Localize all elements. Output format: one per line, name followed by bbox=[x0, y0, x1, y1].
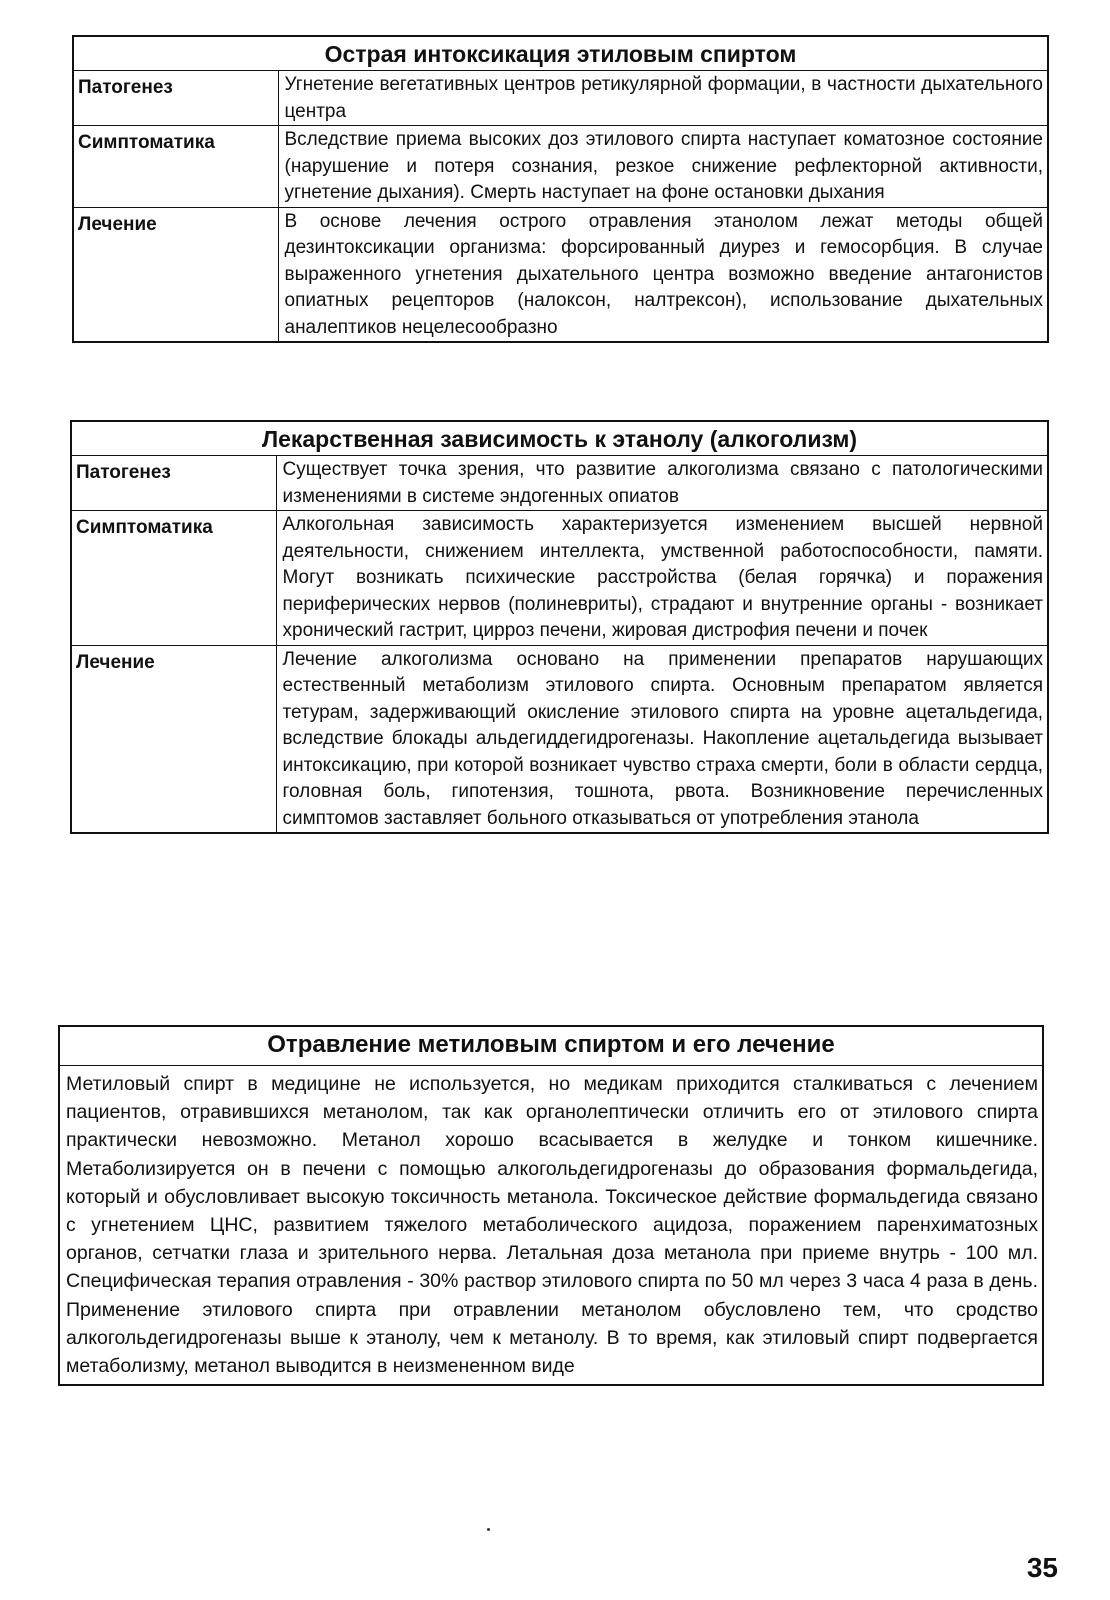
row-label-pathogenesis: Патогенез bbox=[73, 71, 278, 126]
table-header-row bbox=[59, 1026, 1043, 1066]
table-row bbox=[71, 456, 1048, 511]
row-label-treatment: Лечение bbox=[73, 207, 278, 342]
row-label-symptoms: Симптоматика bbox=[73, 126, 278, 208]
methanol-text: Метиловый спирт в медицине не используется, но медикам приходится сталкиваться с лечением пациентов, отравившихся метанолом, так как органолептически отличить его от этилового спирта практически невозможно. Метанол хорошо всасывается в желудке и тонком кишечнике. Метаболизируется он в печени с помощью алкогольдегидрогеназы до образования формальдегида, который и обусловливает высокую токсичность метанола. Токсическое действие формальдегида связано с угнетением ЦНС, развитием тяжелого метаболического ацидоза, поражением паренхиматозных органов, сетчатки глаза и зрительного нерва. Летальная доза метанола при приеме внутрь - 100 мл. Специфическая терапия отравления - 30% раствор этилового спирта по 50 мл через 3 часа 4 раза в день. Применение этилового спирта при отравлении метанолом обусловлено тем, что сродство алкогольдегидрогеназы выше к этанолу, чем к метанолу. В то время, как этиловый спирт подвергается метаболизму, метанол выводится в неизмененном виде bbox=[59, 1066, 1043, 1386]
table-title: Отравление метиловым спиртом и его лечение bbox=[59, 1026, 1043, 1066]
table-title: Лекарственная зависимость к этанолу (алкоголизм) bbox=[71, 421, 1048, 456]
row-text-symptoms: Вследствие приема высоких доз этилового спирта наступает коматозное состояние (нарушение и потеря сознания, резкое снижение рефлекторной активности, угнетение дыхания). Смерть наступает на фоне остановки дыхания bbox=[278, 126, 1048, 208]
table-row bbox=[71, 645, 1048, 833]
page-number: 35 bbox=[1026, 1552, 1058, 1583]
row-text-treatment: Лечение алкоголизма основано на применении препаратов нарушающих естественный метаболизм этилового спирта. Основным препаратом является тетурам, задерживающий окисление этилового спирта на уровне ацетальдегида, вследствие блокады альдегиддегидрогеназы. Накопление ацетальдегида вызывает интоксикацию, при которой возникает чувство страха смерти, боли в области сердца, головная боль, гипотензия, тошнота, рвота. Возникновение перечисленных симптомов заставляет больного отказываться от употребления этанола bbox=[276, 645, 1048, 833]
table-header-row bbox=[71, 421, 1048, 456]
row-label-symptoms: Симптоматика bbox=[71, 511, 276, 646]
table-row bbox=[59, 1066, 1043, 1386]
row-text-pathogenesis: Существует точка зрения, что развитие алкоголизма связано с патологическими изменениями в системе эндогенных опиатов bbox=[276, 456, 1048, 511]
row-label-treatment: Лечение bbox=[71, 645, 276, 833]
methanol-poisoning-table bbox=[58, 1025, 1044, 1386]
row-text-symptoms: Алкогольная зависимость характеризуется изменением высшей нервной деятельности, снижением интеллекта, умственной работоспособности, памяти. Могут возникать психические расстройства (белая горячка) и поражения периферических нервов (полиневриты), страдают и внутренние органы - возникает хронический гастрит, цирроз печени, жировая дистрофия печени и почек bbox=[276, 511, 1048, 646]
ethanol-acute-intoxication-table bbox=[72, 35, 1049, 343]
print-speck bbox=[487, 1528, 490, 1531]
table-row bbox=[71, 511, 1048, 646]
table-row bbox=[73, 126, 1048, 208]
row-label-pathogenesis: Патогенез bbox=[71, 456, 276, 511]
row-text-treatment: В основе лечения острого отравления этанолом лежат методы общей дезинтоксикации организма: форсированный диурез и гемосорбция. В случае выраженного угнетения дыхательного центра возможно введение антагонистов опиатных рецепторов (налоксон, налтрексон), использование дыхательных аналептиков нецелесообразно bbox=[278, 207, 1048, 342]
alcohol-dependence-table bbox=[70, 420, 1049, 834]
table-title: Острая интоксикация этиловым спиртом bbox=[73, 36, 1048, 71]
table-row bbox=[73, 207, 1048, 342]
row-text-pathogenesis: Угнетение вегетативных центров ретикулярной формации, в частности дыхательного центра bbox=[278, 71, 1048, 126]
table-row bbox=[73, 71, 1048, 126]
table-header-row bbox=[73, 36, 1048, 71]
